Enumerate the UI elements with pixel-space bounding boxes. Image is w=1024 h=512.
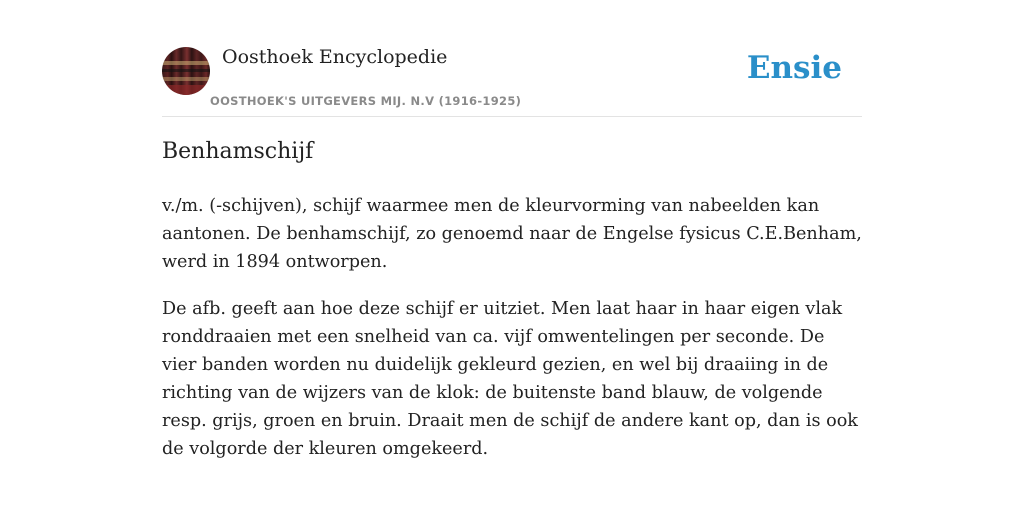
entry-paragraph-1: v./m. (-schijven), schijf waarmee men de kleurvorming van nabeelden kan aantonen. De benhamschijf, zo genoemd naar de Engelse fysicus C.E.Benham, werd in 1894 ontworpen. xyxy=(162,196,862,272)
site-title[interactable]: Oosthoek Encyclopedie xyxy=(222,46,448,68)
encyclopedia-books-avatar[interactable] xyxy=(162,47,210,95)
page-title: Benhamschijf xyxy=(162,139,314,164)
entry-paragraph-2: De afb. geeft aan hoe deze schijf er uitziet. Men laat haar in haar eigen vlak ronddraaien met een snelheid van ca. vijf omwentelingen per seconde. De vier banden worden nu duidelijk gekleurd gezien, en wel bij draaiing in de richting van de wijzers van de klok: de buitenste band blauw, de volgende resp. grijs, groen en bruin. Draait men de schijf de andere kant op, dan is ook de volgorde der kleuren omgekeerd. xyxy=(162,299,858,459)
publisher-label: OOSTHOEK'S UITGEVERS MIJ. N.V (1916-1925) xyxy=(210,94,522,108)
site-header xyxy=(162,46,862,117)
entry-content xyxy=(162,192,862,482)
ensie-logo[interactable]: Ensie xyxy=(746,50,842,86)
